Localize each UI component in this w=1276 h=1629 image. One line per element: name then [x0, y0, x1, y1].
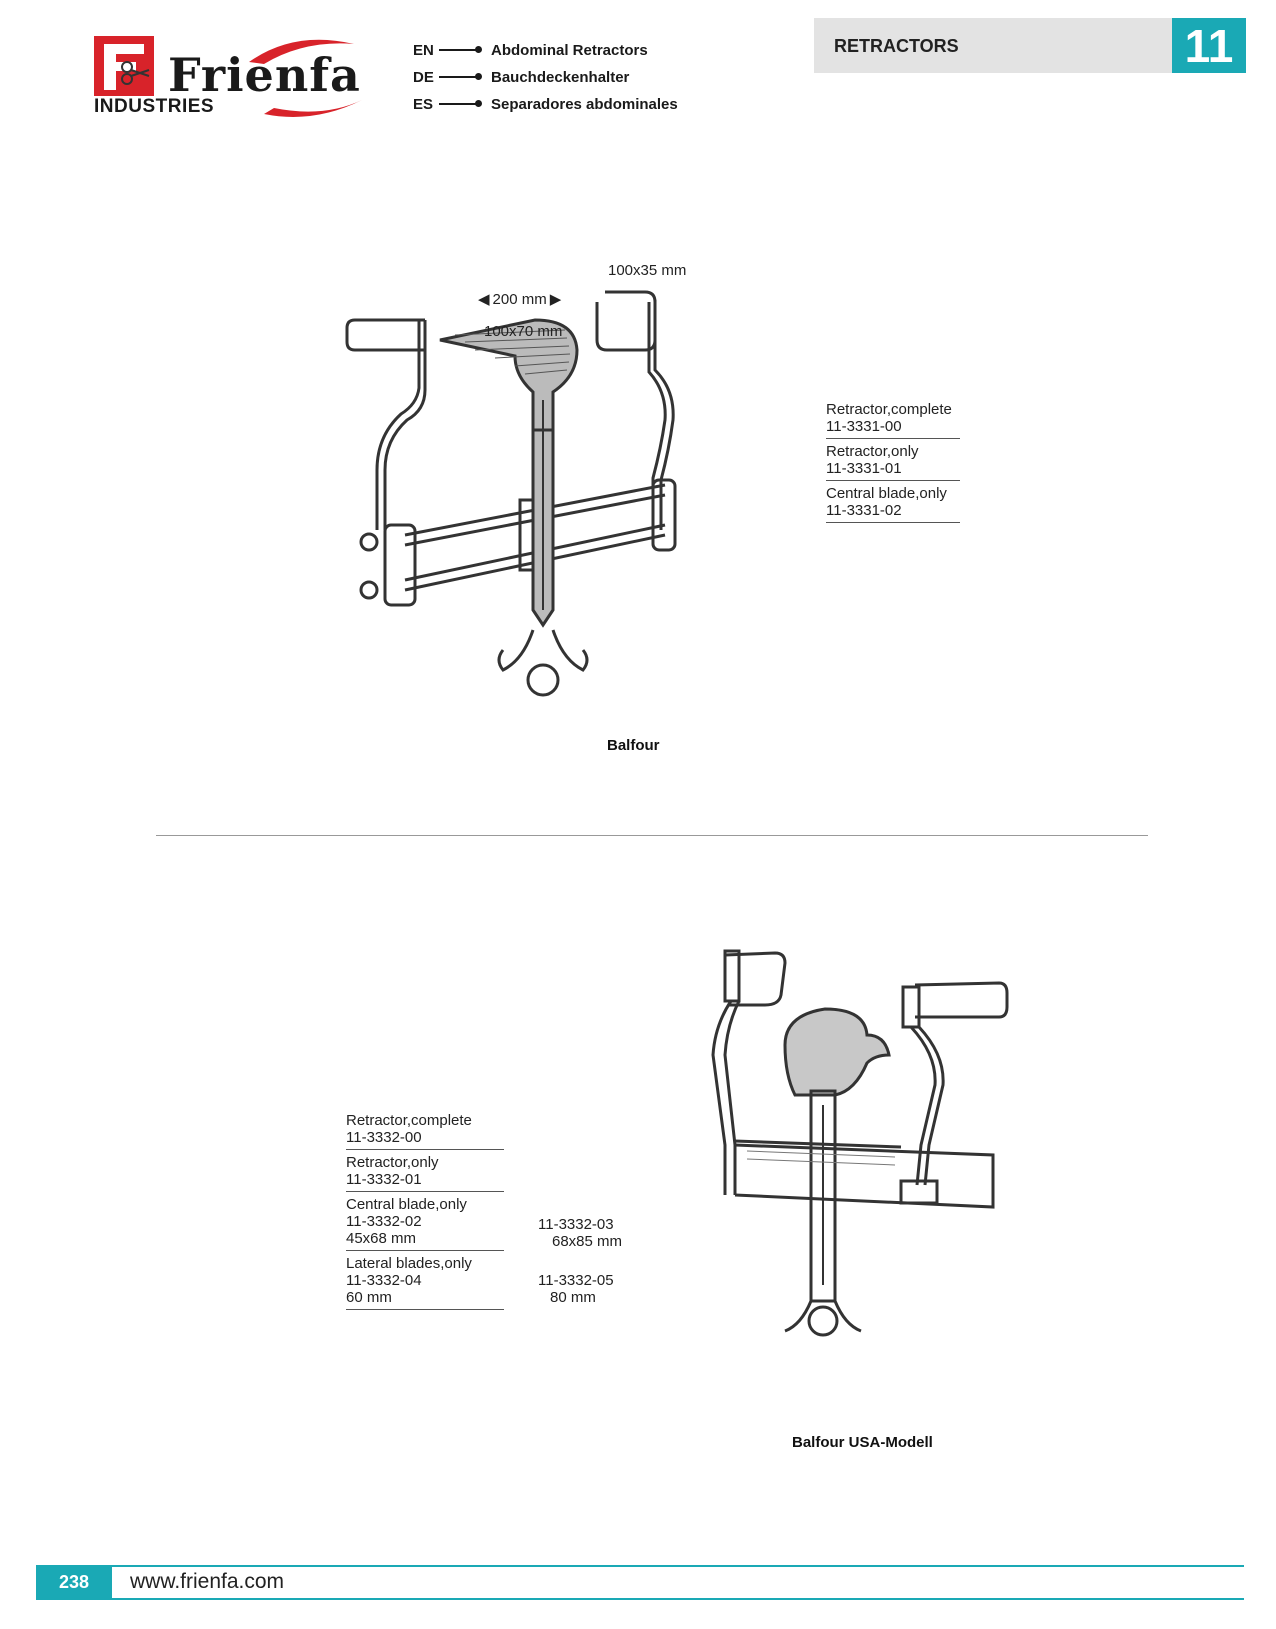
- language-code: DE: [413, 68, 434, 86]
- item-code: 11-3331-01: [826, 460, 902, 477]
- balfour-retractor-illustration: [345, 280, 715, 740]
- bullet-connector: [439, 76, 479, 78]
- product1-caption: Balfour: [607, 737, 660, 754]
- list-item: [826, 485, 960, 523]
- brand-subtitle: INDUSTRIES: [94, 96, 215, 117]
- language-label: Abdominal Retractors: [491, 41, 648, 59]
- item-alt-code: 11-3332-05: [538, 1272, 614, 1289]
- list-item: [346, 1255, 504, 1310]
- item-code: 11-3332-00: [346, 1129, 422, 1146]
- item-code: 11-3332-04: [346, 1272, 422, 1289]
- language-code: EN: [413, 41, 434, 59]
- item-name: Central blade,only: [346, 1196, 467, 1213]
- dimension-spread-value: 200 mm: [492, 290, 547, 308]
- item-name: Retractor,only: [826, 443, 919, 460]
- dimension-spread: [478, 290, 561, 308]
- category-label: RETRACTORS: [834, 36, 959, 56]
- list-item: [346, 1196, 504, 1251]
- footer-rule-top: [36, 1565, 1244, 1567]
- item-name: Retractor,complete: [346, 1112, 472, 1129]
- product2-caption: Balfour USA-Modell: [792, 1434, 933, 1451]
- item-size: 60 mm: [346, 1289, 392, 1306]
- item-alt-size: 80 mm: [550, 1289, 596, 1306]
- list-item: [346, 1154, 504, 1192]
- page-number: 238: [36, 1567, 112, 1598]
- item-name: Central blade,only: [826, 485, 947, 502]
- arrow-right-icon: ▶: [549, 291, 562, 308]
- item-code: 11-3331-02: [826, 502, 902, 519]
- brand-logo: [94, 34, 394, 124]
- item-code: 11-3332-02: [346, 1213, 422, 1230]
- item-name: Retractor,complete: [826, 401, 952, 418]
- list-item: [826, 443, 960, 481]
- bullet-connector: [439, 49, 479, 51]
- scissors-icon: [94, 36, 154, 96]
- language-code: ES: [413, 95, 434, 113]
- item-size: 45x68 mm: [346, 1230, 417, 1247]
- footer-rule-bottom: [36, 1598, 1244, 1600]
- footer-url[interactable]: www.frienfa.com: [130, 1570, 285, 1593]
- brand-name: Frienfa: [168, 48, 361, 102]
- list-item: [826, 401, 960, 439]
- language-row-es: [413, 94, 678, 114]
- item-code: 11-3331-00: [826, 418, 902, 435]
- item-name: Lateral blades,only: [346, 1255, 472, 1272]
- item-alt-size: 68x85 mm: [552, 1233, 623, 1250]
- language-row-de: [413, 67, 629, 87]
- product1-list: [826, 401, 960, 527]
- language-row-en: [413, 40, 648, 60]
- arrow-left-icon: ◀: [478, 291, 490, 308]
- alt-central-blade: [538, 1216, 622, 1250]
- language-label: Bauchdeckenhalter: [491, 68, 630, 86]
- item-code: 11-3332-01: [346, 1171, 422, 1188]
- product2-list: [346, 1112, 504, 1314]
- bullet-connector: [439, 103, 479, 105]
- category-number: 11: [1172, 18, 1246, 73]
- item-alt-code: 11-3332-03: [538, 1216, 614, 1233]
- list-item: [346, 1112, 504, 1150]
- balfour-usa-retractor-illustration: [705, 945, 1015, 1405]
- alt-lateral-blades: [538, 1272, 614, 1306]
- dimension-lateral: 100x35 mm: [608, 262, 687, 279]
- item-name: Retractor,only: [346, 1154, 439, 1171]
- language-label: Separadores abdominales: [491, 95, 678, 113]
- section-divider: [156, 835, 1148, 836]
- dimension-central: 100x70 mm: [484, 323, 563, 340]
